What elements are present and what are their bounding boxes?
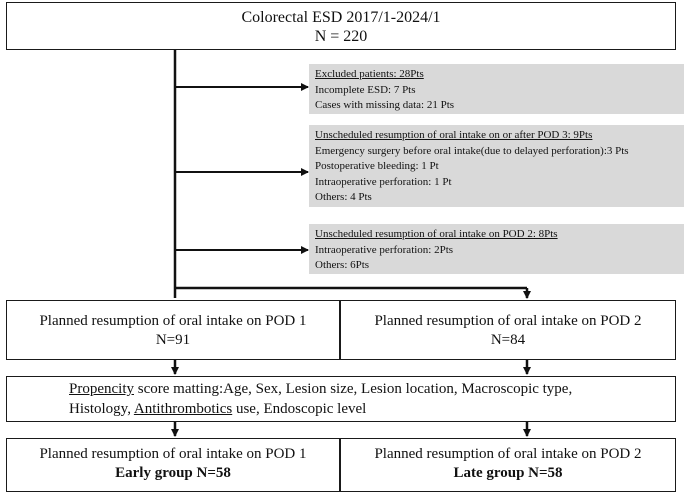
- planned-pod1-count: N=91: [155, 332, 191, 348]
- excluded-box-2: [309, 125, 684, 207]
- planned-pod2-count: N=84: [490, 332, 526, 348]
- excluded-item: Incomplete ESD: 7 Pts: [315, 83, 416, 96]
- planned-pod1-box: [6, 300, 340, 360]
- planned-pod2-box: [340, 300, 676, 360]
- cohort-title: Colorectal ESD 2017/1-2024/1: [241, 9, 441, 26]
- matching-line2-pre: Histology,: [69, 401, 134, 417]
- excluded-heading-3: Unscheduled resumption of oral intake on POD 2: 8Pts: [315, 228, 558, 240]
- cohort-box: [6, 2, 676, 50]
- excluded-item: Emergency surgery before oral intake(due to delayed perforation):3 Pts: [315, 144, 629, 157]
- excluded-item: Others: 6Pts: [315, 259, 370, 271]
- excluded-box-3: [309, 224, 684, 274]
- excluded-item: Intraoperative perforation: 2Pts: [315, 243, 454, 256]
- excluded-item: Postoperative bleeding: 1 Pt: [315, 160, 439, 172]
- excluded-box-1: [309, 64, 684, 114]
- late-group-count: Late group N=58: [453, 465, 563, 481]
- matching-prefix: Propencity: [69, 381, 134, 397]
- matching-antithrombotics: Antithrombotics: [133, 401, 233, 417]
- matching-line-2: [69, 399, 675, 419]
- early-group-box: [6, 438, 340, 492]
- excluded-item: Others: 4 Pts: [315, 191, 372, 203]
- excluded-heading-2: Unscheduled resumption of oral intake on or after POD 3: 9Pts: [315, 129, 593, 141]
- excluded-item: Intraoperative perforation: 1 Pt: [315, 175, 452, 188]
- late-group-label: Planned resumption of oral intake on POD 2: [374, 446, 642, 462]
- planned-pod2-label: Planned resumption of oral intake on POD 2: [374, 313, 642, 329]
- matching-line1-rest: score matting:Age, Sex, Lesion size, Lesion location, Macroscopic type,: [134, 381, 573, 397]
- late-group-box: [340, 438, 676, 492]
- matching-box: [6, 376, 676, 422]
- cohort-count: N = 220: [314, 28, 368, 45]
- excluded-item: Cases with missing data: 21 Pts: [315, 99, 455, 111]
- excluded-heading-1: Excluded patients: 28Pts: [315, 68, 424, 80]
- early-group-count: Early group N=58: [115, 465, 231, 481]
- matching-line-1: [69, 379, 675, 399]
- matching-line2-post: use, Endoscopic level: [232, 401, 367, 417]
- early-group-label: Planned resumption of oral intake on POD 1: [39, 446, 307, 462]
- planned-pod1-label: Planned resumption of oral intake on POD 1: [39, 313, 307, 329]
